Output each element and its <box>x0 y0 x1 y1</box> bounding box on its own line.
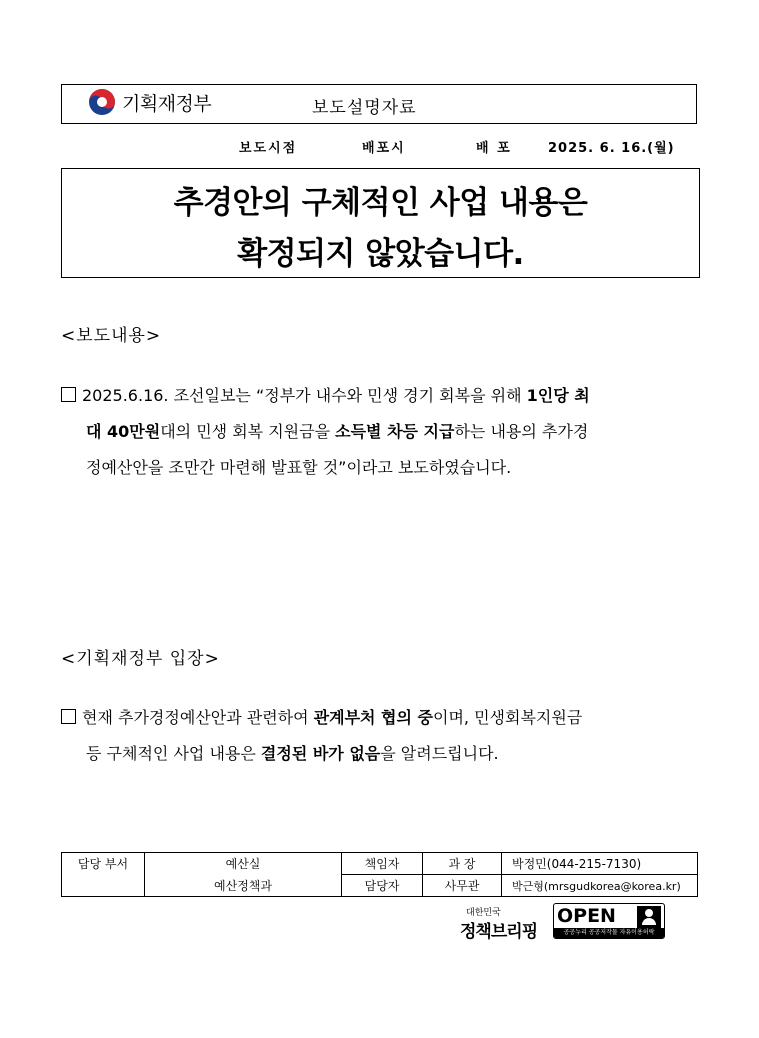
doc-type: 보도설명자료 <box>312 98 417 118</box>
position-line-2: 등 구체적인 사업 내용은 결정된 바가 없음을 알려드립니다. <box>86 744 499 763</box>
office-name: 예산실 <box>145 853 342 875</box>
policy-logo-main: 정책브리핑 <box>460 922 538 942</box>
position-line-1: 현재 추가경정예산안과 관련하여 관계부처 협의 중이며, 민생회복지원금 <box>61 700 711 736</box>
open-logo-sub: 공공누리 공공저작물 자유이용허락 <box>554 928 664 938</box>
contact-table <box>61 852 698 897</box>
resp-title: 과 장 <box>423 853 502 875</box>
staff-label: 담당자 <box>342 875 423 897</box>
release-time-label: 보도시점 <box>239 141 298 156</box>
ministry-logo <box>88 87 211 117</box>
taeguk-icon <box>88 88 116 116</box>
policy-briefing-logo <box>460 905 537 942</box>
report-line-2: 대 40만원대의 민생 회복 지원금을 소득별 차등 지급하는 내용의 추가경 <box>86 422 589 441</box>
checkbox-bullet-icon <box>61 387 76 402</box>
section-heading-report: <보도내용> <box>61 326 162 346</box>
distribution-label: 배 포 <box>476 141 512 156</box>
checkbox-bullet-icon <box>61 709 76 724</box>
table-row <box>62 853 698 875</box>
title-line-2: 확정되지 않았습니다. <box>237 236 524 272</box>
staff-title: 사무관 <box>423 875 502 897</box>
kogl-open-logo <box>553 903 665 939</box>
table-row <box>62 875 698 897</box>
position-paragraph <box>61 700 711 772</box>
open-logo-main: OPEN <box>557 905 616 927</box>
distribution-date: 2025. 6. 16.(월) <box>548 141 675 156</box>
division-name: 예산정책과 <box>145 875 342 897</box>
resp-name: 박정민(044-215-7130) <box>502 853 698 875</box>
dept-label: 담당 부서 <box>62 853 145 897</box>
resp-label: 책임자 <box>342 853 423 875</box>
staff-name: 박근형(mrsgudkorea@korea.kr) <box>502 875 698 897</box>
ministry-name: 기획재정부 <box>122 92 212 115</box>
report-line-3: 정예산안을 조만간 마련해 발표할 것”이라고 보도하였습니다. <box>86 458 512 477</box>
section-heading-position: <기획재정부 입장> <box>61 649 220 669</box>
title-line-1: 추경안의 구체적인 사업 내용은 <box>173 185 588 221</box>
release-time-value: 배포시 <box>362 141 406 156</box>
person-icon <box>637 906 661 928</box>
policy-logo-top: 대한민국 <box>466 908 501 918</box>
report-paragraph <box>61 378 711 486</box>
report-line-1: 2025.6.16. 조선일보는 “정부가 내수와 민생 경기 회복을 위해 1인당 최 <box>61 378 711 414</box>
